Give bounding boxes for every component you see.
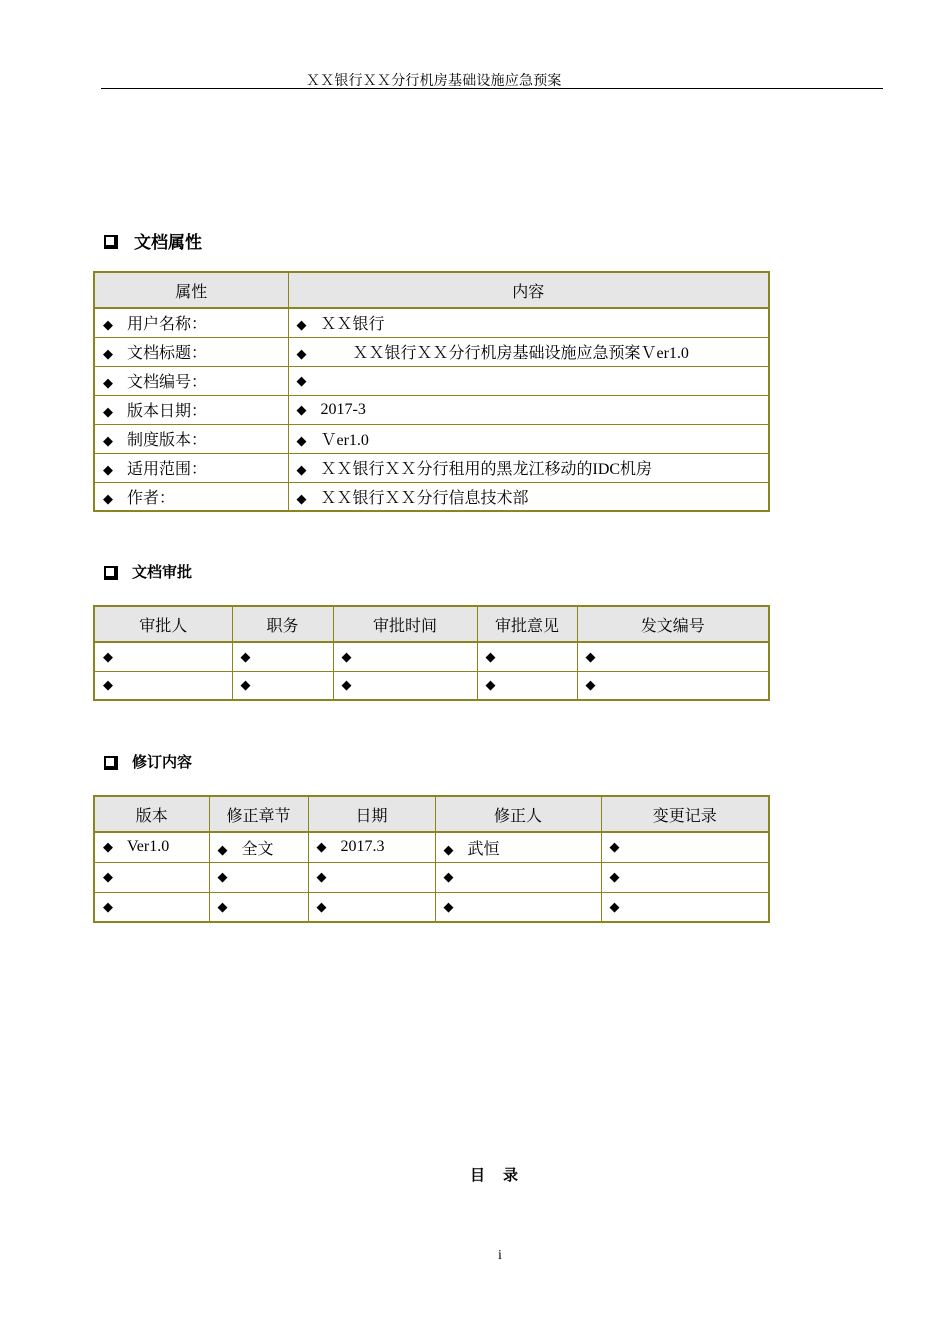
diamond-bullet-icon: ◆: [217, 870, 228, 885]
table-cell: [94, 366, 288, 395]
diamond-bullet-icon: ◆: [296, 373, 307, 389]
section-revision-content: [104, 751, 192, 772]
table-header-row: [94, 796, 769, 832]
diamond-bullet-icon: ◆: [316, 870, 327, 885]
table-cell: [601, 832, 769, 862]
attr-value: ＸＸ银行: [320, 316, 385, 334]
revision-author: 武恒: [467, 840, 500, 858]
table-cell: [94, 453, 288, 482]
diamond-bullet-icon: ◆: [609, 899, 620, 915]
table-cell: [333, 642, 477, 671]
diamond-bullet-icon: ◆: [585, 649, 596, 665]
table-cell: [435, 862, 601, 892]
header-cell: 发文编号: [577, 606, 769, 642]
diamond-bullet-icon: ◆: [296, 434, 307, 449]
diamond-bullet-icon: ◆: [217, 899, 228, 915]
approval-table: [93, 605, 770, 701]
table-cell: [308, 892, 435, 922]
attr-value: Ｖer1.0: [320, 432, 369, 449]
table-cell: [435, 892, 601, 922]
header-cell: 修正人: [435, 796, 601, 832]
table-cell: [333, 671, 477, 700]
revision-chapter: 全文: [241, 840, 274, 858]
diamond-bullet-icon: ◆: [240, 649, 251, 665]
diamond-bullet-icon: ◆: [240, 678, 251, 694]
attr-label: 文档标题：: [127, 345, 208, 362]
table-cell: [232, 642, 333, 671]
table-cell: [94, 642, 232, 671]
diamond-bullet-icon: ◆: [609, 870, 620, 885]
diamond-bullet-icon: ◆: [485, 649, 496, 665]
attr-value: ＸＸ银行ＸＸ分行机房基础设施应急预案Ｖer1.0: [320, 345, 689, 362]
table-cell: [577, 642, 769, 671]
attr-label: 版本日期：: [127, 403, 208, 420]
table-cell: [308, 862, 435, 892]
header-rule: [101, 88, 883, 89]
table-cell: [308, 832, 435, 862]
table-cell: [477, 671, 577, 700]
header-cell: 属性: [94, 272, 288, 308]
diamond-bullet-icon: ◆: [103, 405, 113, 420]
table-cell: [601, 892, 769, 922]
table-cell: [94, 337, 288, 366]
diamond-bullet-icon: ◆: [443, 842, 454, 858]
header-cell: 审批人: [94, 606, 232, 642]
header-cell: 内容: [288, 272, 769, 308]
table-row: [94, 424, 769, 453]
revision-date: 2017.3: [340, 838, 385, 856]
diamond-bullet-icon: ◆: [296, 402, 307, 418]
header-cell: 审批意见: [477, 606, 577, 642]
toc-title: 目录: [470, 1166, 537, 1184]
attr-label: 用户名称：: [127, 316, 208, 334]
header-cell: 修正章节: [209, 796, 308, 832]
attr-value: 2017-3: [320, 400, 366, 418]
page-number: i: [498, 1248, 502, 1263]
header-cell: 审批时间: [333, 606, 477, 642]
header-cell: 职务: [232, 606, 333, 642]
section-document-approval: [104, 561, 192, 582]
running-header: ＸＸ银行ＸＸ分行机房基础设施应急预案: [306, 74, 562, 89]
table-cell: [209, 892, 308, 922]
table-cell: [288, 337, 769, 366]
table-cell: [209, 832, 308, 862]
table-header-row: [94, 272, 769, 308]
diamond-bullet-icon: ◆: [103, 318, 113, 334]
table-cell: [288, 424, 769, 453]
section-title: 修订内容: [132, 753, 193, 771]
table-cell: [601, 862, 769, 892]
attr-label: 文档编号：: [127, 374, 208, 391]
table-cell: [577, 671, 769, 700]
attr-label: 适用范围：: [127, 461, 208, 478]
table-row: [94, 482, 769, 511]
table-cell: [94, 424, 288, 453]
diamond-bullet-icon: ◆: [316, 840, 327, 856]
revision-version: Ver1.0: [127, 838, 170, 856]
diamond-bullet-icon: ◆: [103, 870, 113, 885]
attr-value: ＸＸ银行ＸＸ分行租用的黑龙江移动的IDC机房: [320, 461, 653, 478]
table-cell: [209, 862, 308, 892]
revision-table: [93, 795, 770, 923]
diamond-bullet-icon: ◆: [103, 649, 113, 665]
diamond-bullet-icon: ◆: [443, 899, 454, 915]
table-row: [94, 395, 769, 424]
diamond-bullet-icon: ◆: [103, 491, 113, 507]
table-cell: [94, 671, 232, 700]
attr-value: ＸＸ银行ＸＸ分行信息技术部: [320, 489, 529, 507]
diamond-bullet-icon: ◆: [609, 840, 620, 856]
checkbox-square-icon: [104, 756, 116, 768]
diamond-bullet-icon: ◆: [341, 649, 352, 665]
header-cell: 版本: [94, 796, 209, 832]
diamond-bullet-icon: ◆: [443, 870, 454, 885]
checkbox-square-icon: [104, 235, 116, 247]
table-cell: [94, 395, 288, 424]
diamond-bullet-icon: ◆: [296, 463, 307, 478]
table-row: [94, 832, 769, 862]
diamond-bullet-icon: ◆: [103, 463, 113, 478]
table-cell: [288, 366, 769, 395]
table-row: [94, 862, 769, 892]
diamond-bullet-icon: ◆: [103, 840, 113, 856]
table-row: [94, 642, 769, 671]
diamond-bullet-icon: ◆: [217, 842, 228, 858]
table-row: [94, 308, 769, 337]
table-cell: [94, 308, 288, 337]
diamond-bullet-icon: ◆: [316, 899, 327, 915]
table-cell: [94, 892, 209, 922]
diamond-bullet-icon: ◆: [296, 347, 307, 362]
table-cell: [94, 482, 288, 511]
header-cell: 变更记录: [601, 796, 769, 832]
diamond-bullet-icon: ◆: [341, 678, 352, 694]
attr-label: 制度版本：: [127, 432, 208, 449]
diamond-bullet-icon: ◆: [103, 347, 113, 362]
diamond-bullet-icon: ◆: [103, 434, 113, 449]
section-document-properties: [104, 228, 202, 253]
table-cell: [94, 832, 209, 862]
table-cell: [435, 832, 601, 862]
diamond-bullet-icon: ◆: [585, 678, 596, 694]
table-row: [94, 671, 769, 700]
diamond-bullet-icon: ◆: [485, 678, 496, 694]
table-cell: [94, 862, 209, 892]
table-header-row: [94, 606, 769, 642]
table-cell: [477, 642, 577, 671]
table-row: [94, 337, 769, 366]
section-title: 文档属性: [134, 233, 202, 253]
header-cell: 日期: [308, 796, 435, 832]
table-cell: [288, 308, 769, 337]
properties-table: [93, 271, 770, 512]
table-cell: [288, 395, 769, 424]
attr-label: 作者：: [127, 489, 176, 507]
checkbox-square-icon: [104, 566, 116, 578]
diamond-bullet-icon: ◆: [296, 318, 307, 334]
table-cell: [288, 453, 769, 482]
table-row: [94, 366, 769, 395]
diamond-bullet-icon: ◆: [103, 678, 113, 694]
table-row: [94, 453, 769, 482]
table-row: [94, 892, 769, 922]
section-title: 文档审批: [132, 563, 193, 581]
diamond-bullet-icon: ◆: [103, 899, 113, 915]
table-cell: [232, 671, 333, 700]
diamond-bullet-icon: ◆: [103, 376, 113, 391]
table-cell: [288, 482, 769, 511]
diamond-bullet-icon: ◆: [296, 491, 307, 507]
